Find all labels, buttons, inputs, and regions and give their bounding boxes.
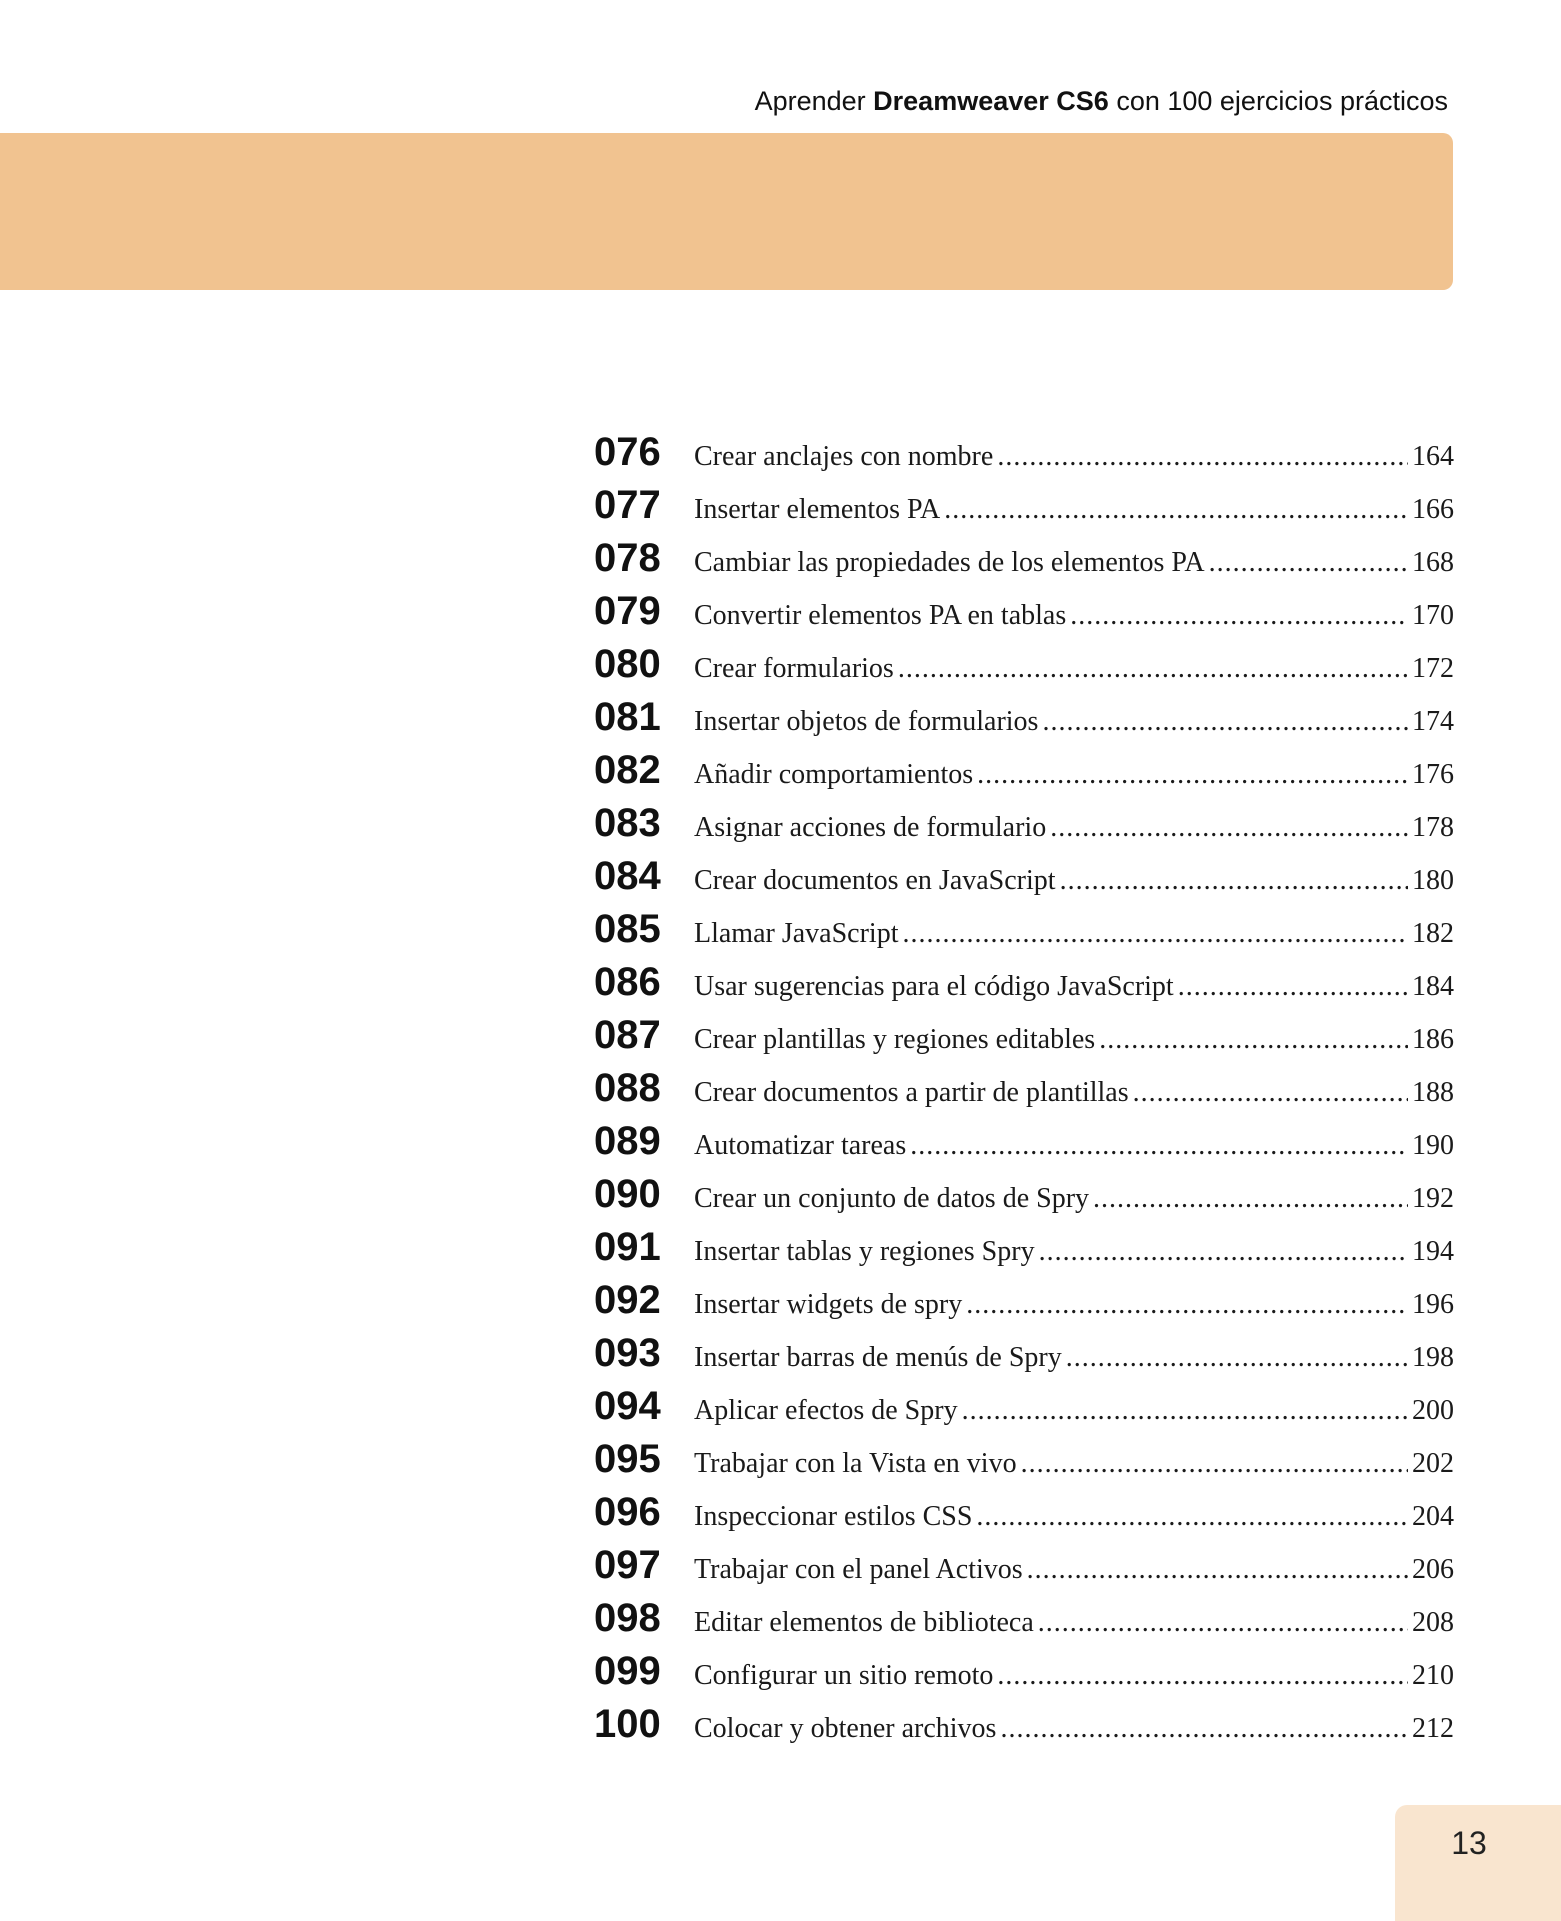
toc-exercise-title: Configurar un sitio remoto <box>694 1660 994 1691</box>
toc-exercise-title: Insertar tablas y regiones Spry <box>694 1236 1035 1267</box>
toc-entry <box>594 642 1454 695</box>
toc-entry <box>594 1437 1454 1490</box>
table-of-contents <box>594 430 1454 1755</box>
toc-exercise-title: Trabajar con la Vista en vivo <box>694 1448 1017 1479</box>
toc-dot-leader <box>1133 1077 1408 1109</box>
toc-exercise-number: 089 <box>594 1119 661 1163</box>
toc-entry <box>594 1066 1454 1119</box>
toc-exercise-number: 098 <box>594 1596 661 1640</box>
toc-dot-leader <box>1178 971 1408 1003</box>
toc-exercise-number: 092 <box>594 1278 661 1322</box>
toc-dot-leader <box>1066 1342 1408 1374</box>
toc-page-number: 174 <box>1412 706 1454 737</box>
toc-exercise-number: 100 <box>594 1702 661 1746</box>
toc-entry <box>594 430 1454 483</box>
toc-page-number: 212 <box>1412 1713 1454 1744</box>
toc-exercise-title: Crear anclajes con nombre <box>694 441 994 472</box>
toc-dot-leader <box>1042 706 1408 738</box>
toc-dot-leader <box>997 441 1408 473</box>
toc-page-number: 180 <box>1412 865 1454 896</box>
toc-exercise-number: 087 <box>594 1013 661 1057</box>
toc-page-number: 172 <box>1412 653 1454 684</box>
toc-exercise-title: Insertar objetos de formularios <box>694 706 1039 737</box>
toc-entry <box>594 1596 1454 1649</box>
toc-entry <box>594 536 1454 589</box>
header-book-title: Dreamweaver CS6 <box>873 86 1109 116</box>
toc-dot-leader <box>910 1130 1408 1162</box>
toc-dot-leader <box>1038 1607 1408 1639</box>
header-band <box>0 133 1453 290</box>
toc-exercise-title: Insertar widgets de spry <box>694 1289 963 1320</box>
page-number: 13 <box>1451 1825 1487 1861</box>
toc-page-number: 176 <box>1412 759 1454 790</box>
toc-entry <box>594 907 1454 960</box>
toc-exercise-title: Insertar barras de menús de Spry <box>694 1342 1062 1373</box>
toc-entry <box>594 695 1454 748</box>
toc-exercise-number: 081 <box>594 695 661 739</box>
toc-exercise-title: Trabajar con el panel Activos <box>694 1554 1023 1585</box>
toc-page-number: 182 <box>1412 918 1454 949</box>
toc-dot-leader <box>1027 1554 1408 1586</box>
toc-entry <box>594 1013 1454 1066</box>
toc-entry <box>594 1543 1454 1596</box>
toc-exercise-number: 077 <box>594 483 661 527</box>
toc-exercise-number: 090 <box>594 1172 661 1216</box>
toc-exercise-title: Insertar elementos PA <box>694 494 941 525</box>
toc-dot-leader <box>997 1660 1408 1692</box>
toc-page-number: 196 <box>1412 1289 1454 1320</box>
toc-exercise-title: Convertir elementos PA en tablas <box>694 600 1067 631</box>
toc-dot-leader <box>1209 547 1408 579</box>
toc-exercise-title: Crear un conjunto de datos de Spry <box>694 1183 1090 1214</box>
toc-exercise-title: Crear formularios <box>694 653 894 684</box>
toc-exercise-title: Usar sugerencias para el código JavaScript <box>694 971 1174 1002</box>
toc-exercise-number: 083 <box>594 801 661 845</box>
toc-page-number: 188 <box>1412 1077 1454 1108</box>
toc-entry <box>594 1119 1454 1172</box>
toc-dot-leader <box>1070 600 1408 632</box>
toc-exercise-number: 080 <box>594 642 661 686</box>
toc-exercise-number: 085 <box>594 907 661 951</box>
toc-exercise-number: 084 <box>594 854 661 898</box>
toc-exercise-title: Añadir comportamientos <box>694 759 974 790</box>
toc-exercise-number: 076 <box>594 430 661 474</box>
toc-entry <box>594 1172 1454 1225</box>
toc-page-number: 206 <box>1412 1554 1454 1585</box>
toc-page-number: 204 <box>1412 1501 1454 1532</box>
toc-page-number: 192 <box>1412 1183 1454 1214</box>
toc-exercise-number: 091 <box>594 1225 661 1269</box>
toc-entry <box>594 483 1454 536</box>
toc-entry <box>594 854 1454 907</box>
toc-entry <box>594 1490 1454 1543</box>
toc-page-number: 208 <box>1412 1607 1454 1638</box>
toc-page-number: 198 <box>1412 1342 1454 1373</box>
toc-dot-leader <box>898 653 1408 685</box>
toc-page-number: 178 <box>1412 812 1454 843</box>
toc-exercise-number: 079 <box>594 589 661 633</box>
toc-entry <box>594 1384 1454 1437</box>
toc-entry <box>594 748 1454 801</box>
toc-exercise-title: Colocar y obtener archivos <box>694 1713 997 1744</box>
toc-exercise-title: Cambiar las propiedades de los elementos PA <box>694 547 1205 578</box>
toc-entry <box>594 1225 1454 1278</box>
toc-dot-leader <box>1099 1024 1408 1056</box>
toc-dot-leader <box>976 1501 1408 1533</box>
toc-page-number: 170 <box>1412 600 1454 631</box>
toc-exercise-number: 088 <box>594 1066 661 1110</box>
toc-dot-leader <box>977 759 1408 791</box>
page-number-tab <box>1395 1805 1561 1921</box>
toc-dot-leader <box>966 1289 1408 1321</box>
toc-entry <box>594 589 1454 642</box>
toc-exercise-number: 099 <box>594 1649 661 1693</box>
toc-dot-leader <box>944 494 1408 526</box>
toc-entry <box>594 801 1454 854</box>
toc-page-number: 190 <box>1412 1130 1454 1161</box>
toc-exercise-title: Automatizar tareas <box>694 1130 907 1161</box>
toc-page-number: 166 <box>1412 494 1454 525</box>
running-header <box>755 86 1448 117</box>
toc-dot-leader <box>1060 865 1408 897</box>
toc-exercise-number: 096 <box>594 1490 661 1534</box>
toc-dot-leader <box>1050 812 1408 844</box>
toc-dot-leader <box>1000 1713 1408 1745</box>
header-prefix: Aprender <box>754 86 866 116</box>
toc-dot-leader <box>1039 1236 1408 1268</box>
header-suffix: con 100 ejercicios prácticos <box>1116 86 1448 116</box>
toc-exercise-title: Inspeccionar estilos CSS <box>694 1501 973 1532</box>
toc-exercise-title: Crear documentos a partir de plantillas <box>694 1077 1129 1108</box>
toc-entry <box>594 960 1454 1013</box>
toc-entry <box>594 1278 1454 1331</box>
toc-entry <box>594 1649 1454 1702</box>
toc-page-number: 168 <box>1412 547 1454 578</box>
toc-exercise-title: Editar elementos de biblioteca <box>694 1607 1034 1638</box>
toc-dot-leader <box>1021 1448 1408 1480</box>
toc-page-number: 194 <box>1412 1236 1454 1267</box>
toc-exercise-number: 093 <box>594 1331 661 1375</box>
toc-exercise-number: 095 <box>594 1437 661 1481</box>
toc-page-number: 184 <box>1412 971 1454 1002</box>
toc-dot-leader <box>902 918 1408 950</box>
toc-exercise-number: 097 <box>594 1543 661 1587</box>
toc-dot-leader <box>1093 1183 1408 1215</box>
toc-dot-leader <box>962 1395 1408 1427</box>
toc-page-number: 164 <box>1412 441 1454 472</box>
toc-exercise-title: Crear plantillas y regiones editables <box>694 1024 1096 1055</box>
toc-exercise-number: 082 <box>594 748 661 792</box>
toc-exercise-title: Asignar acciones de formulario <box>694 812 1047 843</box>
toc-entry <box>594 1331 1454 1384</box>
toc-page-number: 210 <box>1412 1660 1454 1691</box>
toc-exercise-title: Llamar JavaScript <box>694 918 899 949</box>
toc-exercise-title: Aplicar efectos de Spry <box>694 1395 958 1426</box>
toc-exercise-number: 086 <box>594 960 661 1004</box>
toc-exercise-number: 078 <box>594 536 661 580</box>
toc-exercise-title: Crear documentos en JavaScript <box>694 865 1056 896</box>
toc-page-number: 186 <box>1412 1024 1454 1055</box>
toc-exercise-number: 094 <box>594 1384 661 1428</box>
toc-page-number: 202 <box>1412 1448 1454 1479</box>
toc-entry <box>594 1702 1454 1755</box>
toc-page-number: 200 <box>1412 1395 1454 1426</box>
